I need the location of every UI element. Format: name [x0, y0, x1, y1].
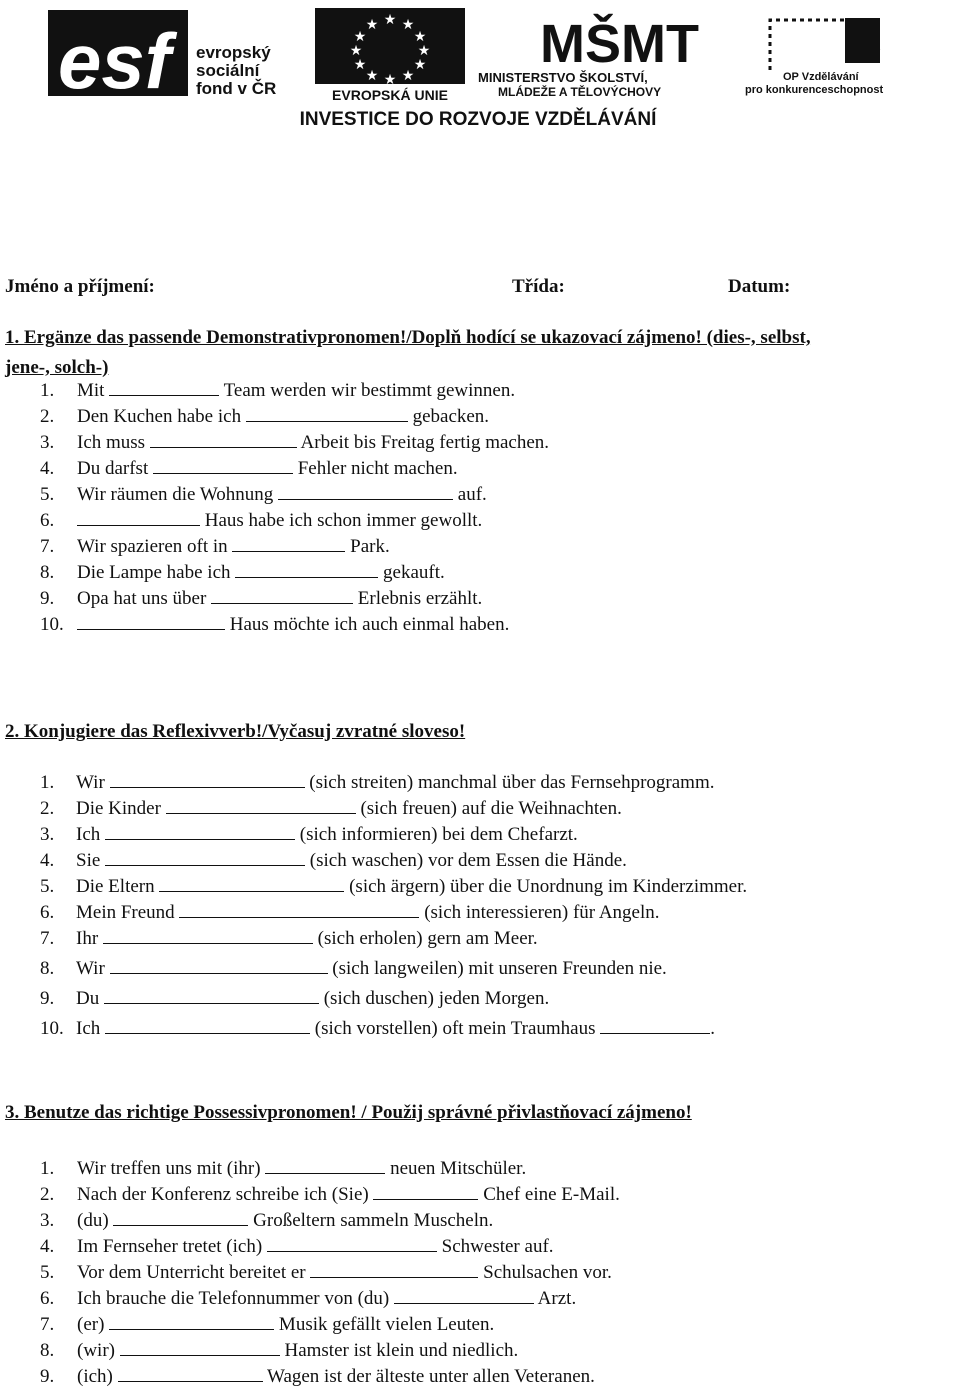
item-number: 2.	[40, 406, 55, 427]
svg-text:★: ★	[349, 43, 363, 59]
item-number: 8.	[40, 1340, 55, 1361]
item-number: 5.	[40, 484, 55, 505]
item-text-before: Mein Freund	[76, 902, 180, 923]
esf-line3: fond v ČR	[196, 79, 277, 98]
item-text-before: Opa hat uns über	[77, 588, 212, 609]
item-text-before: Ich brauche die Telefonnummer von (du)	[77, 1288, 394, 1309]
eu-label: EVROPSKÁ UNIE	[332, 87, 448, 103]
item-text-after: (sich vorstellen) oft mein Traumhaus	[310, 1018, 601, 1039]
answer-blank[interactable]	[267, 1250, 437, 1252]
item-text-before: Ich muss	[77, 432, 150, 453]
item-number: 10.	[40, 614, 64, 635]
op-logo	[745, 18, 883, 96]
item-number: 1.	[40, 1158, 55, 1179]
item-text-before: Im Fernseher tretet (ich)	[77, 1236, 267, 1257]
item-text-before: (wir)	[77, 1340, 120, 1361]
item-text-before: Ihr	[76, 928, 103, 949]
item-number: 9.	[40, 988, 55, 1009]
class-label: Třída:	[512, 276, 565, 297]
item-text-before: (er)	[77, 1314, 110, 1335]
logo-banner	[0, 0, 960, 140]
item-text-after: Großeltern sammeln Muscheln.	[248, 1210, 494, 1231]
section3-title: 3. Benutze das richtige Possessivpronomen! / Použij správné přivlastňovací zájmeno!	[5, 1102, 692, 1123]
answer-blank[interactable]	[104, 1002, 319, 1004]
item-text-before: Nach der Konferenz schreibe ich (Sie)	[77, 1184, 374, 1205]
item-text-after: Musik gefällt vielen Leuten.	[274, 1314, 495, 1335]
item-text-before: Du	[76, 988, 104, 1009]
item-text-before: Sie	[76, 850, 106, 871]
item-text-after: (sich interessieren) für Angeln.	[419, 902, 660, 923]
answer-blank[interactable]	[110, 786, 305, 788]
answer-blank[interactable]	[105, 838, 295, 840]
item-text-after: gekauft.	[378, 562, 445, 583]
item-number: 3.	[40, 824, 55, 845]
svg-text:★: ★	[383, 72, 397, 88]
item-text-after: auf.	[453, 484, 487, 505]
answer-blank[interactable]	[109, 394, 219, 396]
item-text-before: Die Lampe habe ich	[77, 562, 236, 583]
item-number: 4.	[40, 1236, 55, 1257]
item-text-before: Ich	[76, 824, 106, 845]
esf-line1: evropský	[196, 43, 271, 62]
item-text-before: Ich	[76, 1018, 106, 1039]
answer-blank[interactable]	[150, 446, 297, 448]
answer-blank[interactable]	[179, 916, 419, 918]
item-text-after: Chef eine E-Mail.	[478, 1184, 620, 1205]
item-number: 6.	[40, 902, 55, 923]
answer-blank[interactable]	[103, 942, 313, 944]
item-text-before: Die Eltern	[76, 876, 160, 897]
item-number: 6.	[40, 510, 55, 531]
item-text-after: (sich ärgern) über die Unordnung im Kinderzimmer.	[344, 876, 748, 897]
answer-blank[interactable]	[394, 1302, 534, 1304]
item-text-before: Den Kuchen habe ich	[77, 406, 246, 427]
answer-blank[interactable]	[166, 812, 356, 814]
svg-text:★: ★	[413, 57, 427, 73]
answer-blank[interactable]	[77, 628, 225, 630]
item-number: 8.	[40, 562, 55, 583]
svg-text:★: ★	[365, 68, 379, 84]
item-text-after: (sich duschen) jeden Morgen.	[318, 988, 550, 1009]
item-number: 5.	[40, 1262, 55, 1283]
svg-text:★: ★	[365, 17, 379, 33]
item-number: 9.	[40, 588, 55, 609]
svg-text:★: ★	[353, 57, 367, 73]
svg-text:★: ★	[401, 17, 415, 33]
item-number: 7.	[40, 1314, 55, 1335]
answer-blank[interactable]	[246, 420, 408, 422]
item-text-after: Arzt.	[533, 1288, 577, 1309]
svg-text:esf: esf	[58, 17, 171, 105]
svg-text:MŠMT: MŠMT	[540, 14, 699, 74]
msmt-line1: MINISTERSTVO ŠKOLSTVÍ,	[478, 70, 648, 85]
svg-text:★: ★	[383, 12, 397, 28]
answer-blank[interactable]	[109, 1328, 274, 1330]
item-text-after: Schulsachen vor.	[478, 1262, 612, 1283]
esf-logo	[48, 10, 276, 105]
date-label: Datum:	[728, 276, 791, 297]
item-number: 3.	[40, 1210, 55, 1231]
answer-blank[interactable]	[118, 1380, 263, 1382]
answer-blank[interactable]	[235, 576, 378, 578]
item-number: 5.	[40, 876, 55, 897]
item-number: 6.	[40, 1288, 55, 1309]
item-text-after: Arbeit bis Freitag fertig machen.	[296, 432, 550, 453]
item-number: 2.	[40, 1184, 55, 1205]
answer-blank[interactable]	[105, 864, 305, 866]
item-text-before: (ich)	[77, 1366, 118, 1387]
answer-blank[interactable]	[232, 550, 345, 552]
item-text-tail: .	[710, 1018, 716, 1039]
answer-blank[interactable]	[120, 1354, 280, 1356]
answer-blank[interactable]	[105, 1032, 310, 1034]
op-line2: pro konkurenceschopnost	[745, 84, 884, 96]
item-number: 10.	[40, 1018, 64, 1039]
item-text-after: (sich informieren) bei dem Chefarzt.	[295, 824, 578, 845]
item-text-after: (sich streiten) manchmal über das Fernsehprogramm.	[304, 772, 715, 793]
esf-line2: sociální	[196, 61, 260, 80]
answer-blank[interactable]	[265, 1172, 385, 1174]
item-number: 4.	[40, 850, 55, 871]
item-text-after: neuen Mitschüler.	[385, 1158, 527, 1179]
item-number: 1.	[40, 772, 55, 793]
item-number: 1.	[40, 380, 55, 401]
item-text-before: Wir	[76, 958, 110, 979]
msmt-line2: MLÁDEŽE A TĚLOVÝCHOVY	[498, 85, 662, 99]
answer-blank[interactable]	[373, 1198, 478, 1200]
answer-blank[interactable]	[77, 524, 200, 526]
item-number: 8.	[40, 958, 55, 979]
svg-text:★: ★	[413, 29, 427, 45]
item-text-after: Schwester auf.	[436, 1236, 554, 1257]
item-number: 7.	[40, 536, 55, 557]
item-text-after: Hamster ist klein und niedlich.	[279, 1340, 519, 1361]
item-text-before: Wir treffen uns mit (ihr)	[77, 1158, 266, 1179]
item-number: 4.	[40, 458, 55, 479]
item-text-before: Wir	[76, 772, 110, 793]
msmt-logo	[478, 13, 699, 99]
eu-flag-logo	[315, 8, 465, 103]
item-text-before: Vor dem Unterricht bereitet er	[77, 1262, 311, 1283]
item-number: 3.	[40, 432, 55, 453]
item-text-after: Wagen ist der älteste unter allen Veteranen.	[262, 1366, 595, 1387]
item-text-before: Mit	[77, 380, 110, 401]
section1-title-line1: 1. Ergänze das passende Demonstrativpronomen!/Doplň hodící se ukazovací zájmeno! (dies-, selbst,	[5, 327, 811, 348]
item-text-after: Haus möchte ich auch einmal haben.	[225, 614, 510, 635]
item-number: 9.	[40, 1366, 55, 1387]
answer-blank[interactable]	[153, 472, 293, 474]
item-text-before: Wir spazieren oft in	[77, 536, 233, 557]
banner-title: INVESTICE DO ROZVOJE VZDĚLÁVÁNÍ	[299, 109, 657, 130]
item-number: 7.	[40, 928, 55, 949]
item-number: 2.	[40, 798, 55, 819]
answer-blank[interactable]	[113, 1224, 248, 1226]
svg-text:★: ★	[401, 68, 415, 84]
item-text-after: Team werden wir bestimmt gewinnen.	[219, 380, 516, 401]
item-text-before: Du darfst	[77, 458, 153, 479]
section1-title-line2: jene-, solch-)	[5, 357, 109, 378]
item-text-before: Wir räumen die Wohnung	[77, 484, 279, 505]
item-text-after: (sich waschen) vor dem Essen die Hände.	[305, 850, 627, 871]
item-text-before: Die Kinder	[76, 798, 166, 819]
answer-blank[interactable]	[211, 602, 353, 604]
item-text-after: Park.	[345, 536, 390, 557]
item-text-after: gebacken.	[407, 406, 490, 427]
svg-text:★: ★	[353, 29, 367, 45]
answer-blank[interactable]	[600, 1032, 710, 1034]
item-text-after: (sich freuen) auf die Weihnachten.	[355, 798, 622, 819]
answer-blank[interactable]	[310, 1276, 478, 1278]
answer-blank[interactable]	[278, 498, 453, 500]
svg-text:★: ★	[417, 43, 431, 59]
op-line1: OP Vzdělávání	[783, 71, 859, 83]
item-text-after: (sich erholen) gern am Meer.	[312, 928, 538, 949]
item-text-after: Fehler nicht machen.	[292, 458, 458, 479]
name-label: Jméno a příjmení:	[5, 276, 155, 297]
item-text-before: (du)	[77, 1210, 114, 1231]
answer-blank[interactable]	[110, 972, 328, 974]
item-text-after: (sich langweilen) mit unseren Freunden nie.	[327, 958, 667, 979]
item-text-after: Haus habe ich schon immer gewollt.	[200, 510, 483, 531]
item-text-after: Erlebnis erzählt.	[353, 588, 483, 609]
answer-blank[interactable]	[159, 890, 344, 892]
section2-title: 2. Konjugiere das Reflexivverb!/Vyčasuj zvratné sloveso!	[5, 721, 466, 742]
